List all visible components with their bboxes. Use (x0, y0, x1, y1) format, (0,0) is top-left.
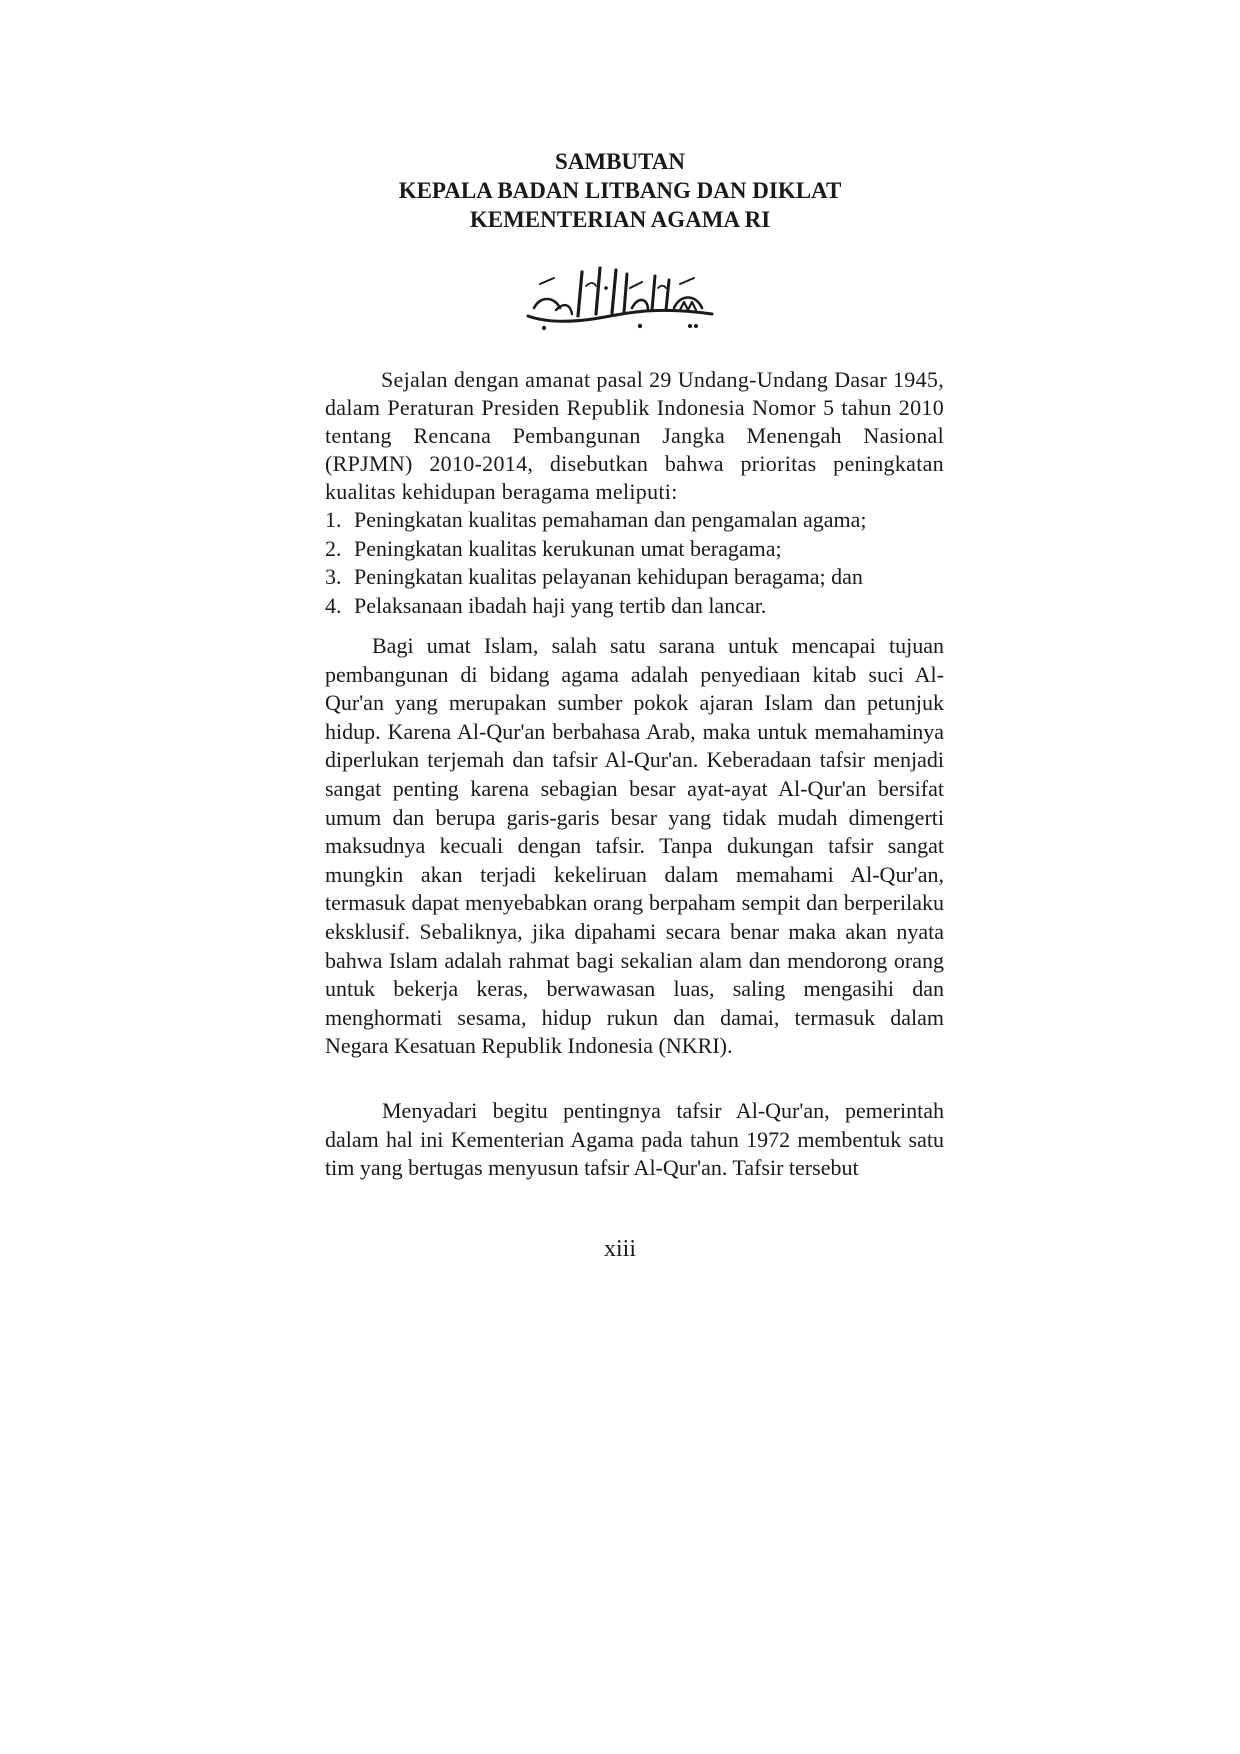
list-item-text: Pelaksanaan ibadah haji yang tertib dan lancar. (354, 592, 767, 618)
list-item-text: Peningkatan kualitas pemahaman dan pengamalan agama; (354, 507, 867, 532)
paragraph-3: Menyadari begitu pentingnya tafsir Al-Qur'an, pemerintah dalam hal ini Kementerian Agama pada tahun 1972 membentuk satu tim yang bertugas menyusun tafsir Al-Qur'an. Tafsir tersebut (325, 1098, 944, 1180)
list-item (325, 535, 944, 564)
title-line-3: KEMENTERIAN AGAMA RI (469, 207, 771, 232)
list-item-text: Peningkatan kualitas kerukunan umat beragama; (354, 535, 782, 561)
list-item-number: 4. (325, 592, 342, 618)
list-item (325, 506, 944, 535)
page-title (0, 147, 1240, 234)
list-item (325, 592, 944, 621)
list-item-text: Peningkatan kualitas pelayanan kehidupan beragama; dan (354, 564, 863, 589)
list-item (325, 563, 944, 592)
title-line-2: KEPALA BADAN LITBANG DAN DIKLAT (398, 178, 842, 203)
priority-list (325, 506, 944, 620)
list-item-number: 2. (325, 535, 342, 561)
list-item-number: 1. (325, 507, 342, 532)
title-line-1: SAMBUTAN (555, 149, 685, 174)
page-number: xiii (603, 1236, 636, 1262)
paragraph-2: Bagi umat Islam, salah satu sarana untuk mencapai tujuan pembangunan di bidang agama adalah penyediaan kitab suci Al-Qur'an yang merupakan sumber pokok ajaran Islam dan petunjuk hidup. Karena Al-Qur'an berbahasa Arab, maka untuk memahaminya diperlukan terjemah dan tafsir Al-Qur'an. Keberadaan tafsir menjadi sangat penting karena sebagian besar ayat-ayat Al-Qur'an bersifat umum dan berupa garis-garis besar yang tidak mudah dimengerti maksudnya kecuali dengan tafsir. Tanpa dukungan tafsir sangat mungkin akan terjadi kekeliruan dalam memahami Al-Qur'an, termasuk dapat menyebabkan orang berpaham sempit dan berperilaku eksklusif. Sebaliknya, jika dipahami secara benar maka akan nyata bahwa Islam adalah rahmat bagi sekalian alam dan mendorong orang untuk bekerja keras, berwawasan luas, saling mengasihi dan menghormati sesama, hidup rukun dan damai, termasuk dalam Negara Kesatuan Republik Indonesia (NKRI). (325, 633, 944, 1059)
list-item-number: 3. (325, 564, 342, 589)
paragraph-1: Sejalan dengan amanat pasal 29 Undang-Undang Dasar 1945, dalam Peraturan Presiden Republik Indonesia Nomor 5 tahun 2010 tentang Rencana Pembangunan Jangka Menengah Nasional (RPJMN) 2010-2014, disebutkan bahwa prioritas peningkatan kualitas kehidupan beragama meliputi: (325, 367, 944, 504)
basmala-calligraphy-icon (520, 258, 720, 338)
